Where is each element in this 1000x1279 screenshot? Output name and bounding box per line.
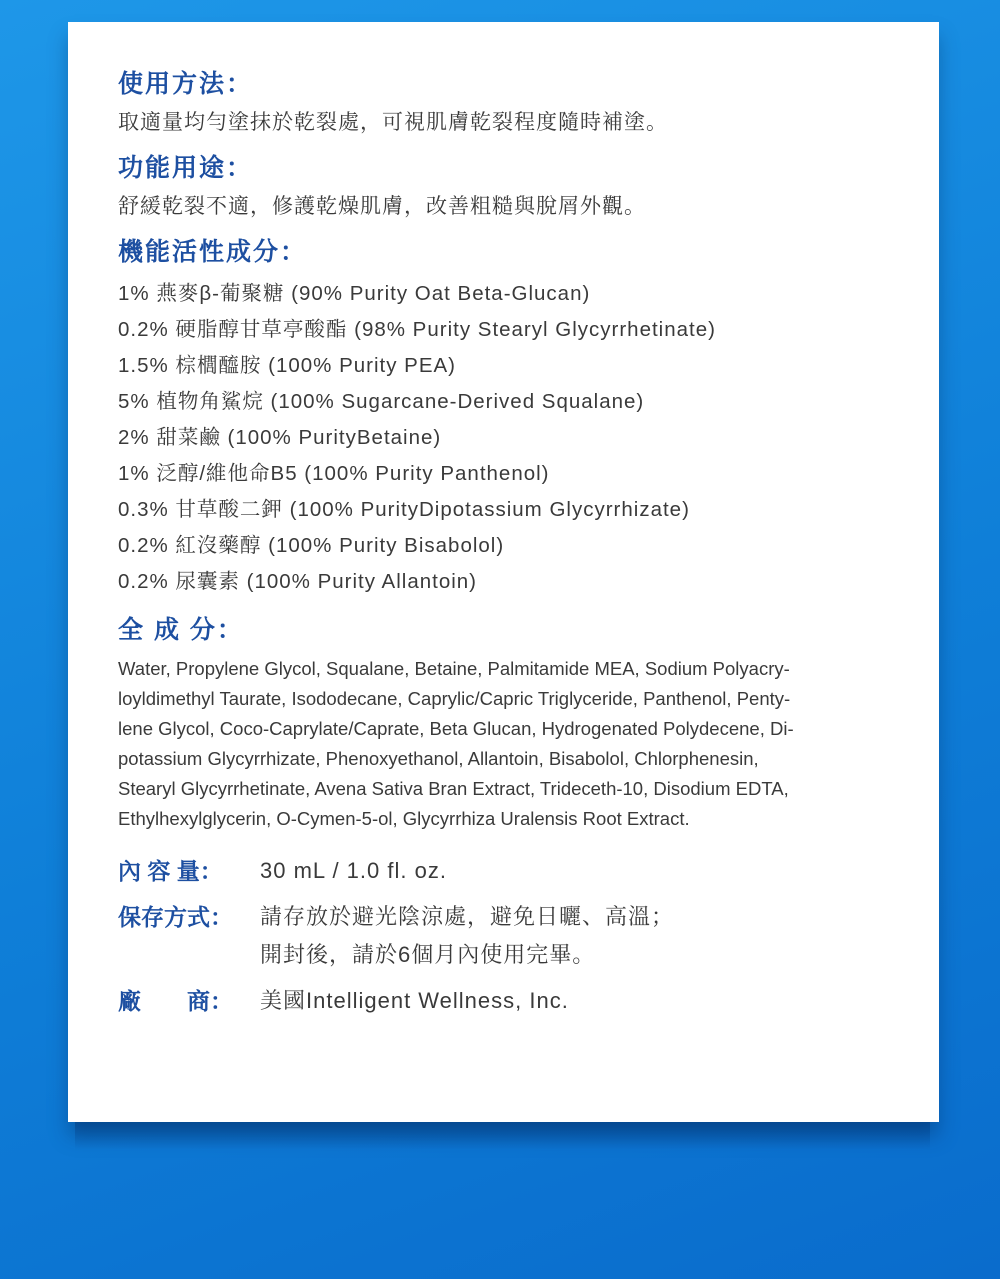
active-ingredient-item: 1% 泛醇/維他命B5 (100% Purity Panthenol) xyxy=(118,462,550,485)
product-info-content xyxy=(118,66,915,1020)
active-ingredient-item: 2% 甜菜鹼 (100% PurityBetaine) xyxy=(118,426,442,449)
storage-value xyxy=(260,898,674,974)
active-ingredient-item: 1% 燕麥β-葡聚糖 (90% Purity Oat Beta-Glucan) xyxy=(118,282,591,305)
storage-label: 保存方式： xyxy=(118,904,233,930)
usage-heading: 使用方法： xyxy=(118,70,254,98)
active-ingredient-item: 0.3% 甘草酸二鉀 (100% PurityDipotassium Glycyrrhizate) xyxy=(118,498,690,521)
manufacturer-value: 美國Intelligent Wellness, Inc. xyxy=(260,988,569,1013)
volume-row xyxy=(118,852,915,890)
active-ingredient-item: 5% 植物角鯊烷 (100% Sugarcane-Derived Squalane) xyxy=(118,390,645,413)
ingredients-line: Ethylhexylglycerin, O-Cymen-5-ol, Glycyrrhiza Uralensis Root Extract. xyxy=(118,808,690,829)
volume-value: 30 mL / 1.0 fl. oz. xyxy=(260,858,447,883)
ingredients-line: lene Glycol, Coco-Caprylate/Caprate, Beta Glucan, Hydrogenated Polydecene, Di- xyxy=(118,718,794,739)
card-shadow xyxy=(75,1122,930,1150)
manufacturer-label: 廠 商： xyxy=(118,988,233,1014)
full-ingredients-heading: 全 成 分： xyxy=(118,616,244,644)
storage-line: 請存放於避光陰涼處，避免日曬、高溫； xyxy=(260,904,675,929)
active-ingredients-heading: 機能活性成分： xyxy=(118,238,308,266)
function-heading: 功能用途： xyxy=(118,154,254,182)
storage-line: 開封後，請於6個月內使用完畢。 xyxy=(260,942,596,967)
storage-row xyxy=(118,898,915,974)
manufacturer-row xyxy=(118,982,915,1020)
ingredients-line: loyldimethyl Taurate, Isododecane, Caprylic/Capric Triglyceride, Panthenol, Penty- xyxy=(118,688,791,709)
usage-text: 取適量均勻塗抹於乾裂處，可視肌膚乾裂程度隨時補塗。 xyxy=(118,111,668,134)
ingredients-line: Stearyl Glycyrrhetinate, Avena Sativa Bran Extract, Trideceth-10, Disodium EDTA, xyxy=(118,778,789,799)
volume-label: 內 容 量： xyxy=(118,858,223,884)
full-ingredients-text xyxy=(118,654,915,834)
active-ingredient-item: 0.2% 紅沒藥醇 (100% Purity Bisabolol) xyxy=(118,534,505,557)
ingredients-line: potassium Glycyrrhizate, Phenoxyethanol, Allantoin, Bisabolol, Chlorphenesin, xyxy=(118,748,759,769)
function-text: 舒緩乾裂不適，修護乾燥肌膚，改善粗糙與脫屑外觀。 xyxy=(118,195,646,218)
ingredients-line: Water, Propylene Glycol, Squalane, Betaine, Palmitamide MEA, Sodium Polyacry- xyxy=(118,658,790,679)
active-ingredient-item: 1.5% 棕櫚醯胺 (100% Purity PEA) xyxy=(118,354,457,377)
active-ingredient-item: 0.2% 硬脂醇甘草亭酸酯 (98% Purity Stearyl Glycyrrhetinate) xyxy=(118,318,716,341)
active-ingredient-item: 0.2% 尿囊素 (100% Purity Allantoin) xyxy=(118,570,477,593)
product-info-card xyxy=(68,22,939,1122)
active-ingredients-list xyxy=(118,276,915,600)
